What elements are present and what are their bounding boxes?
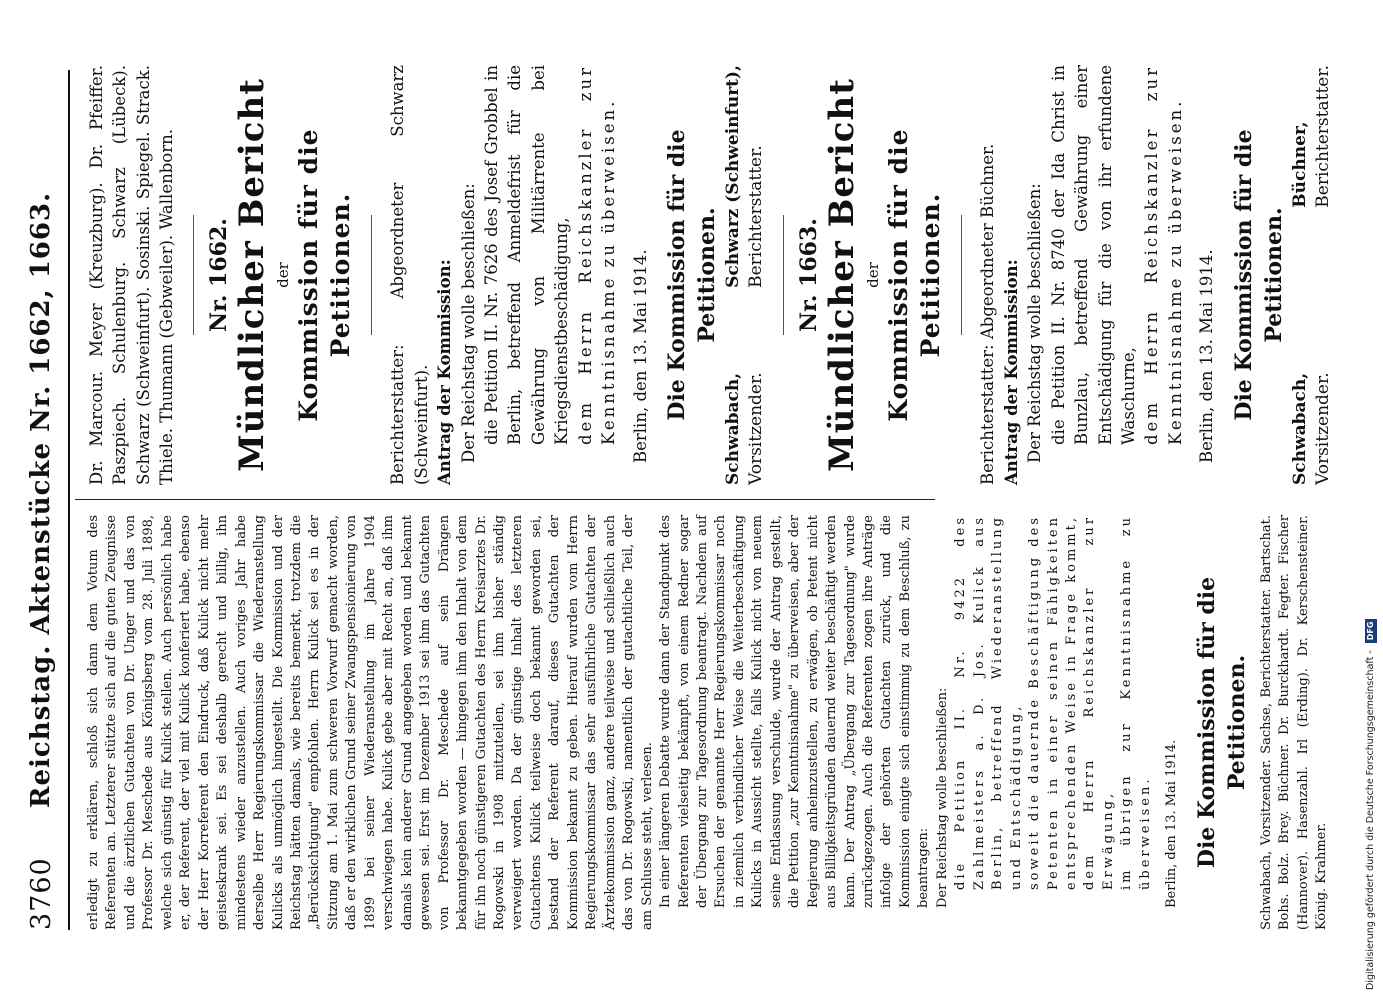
doc1-subheading: Kommission für die Petitionen. xyxy=(294,128,356,422)
doc1-reporter: Berichterstatter: Abgeordneter Schwarz (Schweinfurt). xyxy=(388,65,431,485)
left-paragraph-2: In einer längeren Debatte wurde dann der Standpunkt des Referenten vielseitig bekämpft, von einem Redner sogar der Übergang zur Tagesordnung beantragt. Nachdem auf Ersuchen der genannte Herr Regierungskommissar noch in ziemlich verbindlicher Weise die Weiterbeschäftigung Kulicks in Aussicht stellte, falls Kulick nicht von neuem seine Entlassung verschulde, wurde der Antrag gestellt, die Petition „zur Kenntnisnahme" zu überweisen, aber der Regierung anheimzustellen, zu erwägen, ob Petent nicht aus Billigkeitsgründen dauernd weiter beschäftigt werden kann. Der Antrag „Übergang zur Tagesordnung" wurde zurückgezogen. Auch die Referenten zogen ihre Anträge infolge der gehörten Gutachten zurück, und die Kommission einigte sich einstimmig zu dem Beschluß, zu beantragen: xyxy=(658,515,932,908)
doc2-sig-right-role: Berichterstatter. xyxy=(1313,65,1334,208)
separator-rule-2 xyxy=(783,215,784,335)
doc2-date: Berlin, den 13. Mai 1914. xyxy=(1197,249,1217,463)
doc1-commission: Die Kommission für die Petitionen. xyxy=(664,129,720,421)
doc2-der: der xyxy=(864,262,883,288)
doc1-text: die Petition II. Nr. 7626 des Josef Grobbel in Berlin, betreffend Anmeldefrist für die Gewährung von Militärrente bei Kriegsdienstbeschädigung, xyxy=(481,65,572,445)
doc2-subheading: Kommission für die Petitionen. xyxy=(884,128,946,422)
digitization-credit xyxy=(1357,10,1381,990)
doc1-date: Berlin, den 13. Mai 1914. xyxy=(630,249,650,463)
header-rule xyxy=(68,70,70,930)
doc2-sig-right: Büchner, xyxy=(1289,121,1310,208)
column-divider xyxy=(75,499,935,500)
doc2-heading: Mündlicher Bericht xyxy=(822,78,863,472)
left-commission-title: Die Kommission für die Petitionen. xyxy=(1193,576,1250,869)
left-paragraph-3: Der Reichstag wolle beschließen: xyxy=(934,687,950,908)
dfg-logo: DFG xyxy=(1365,619,1377,644)
doc1-antrag: Antrag der Kommission: xyxy=(435,259,455,485)
doc1-heading: Mündlicher Bericht xyxy=(232,78,273,472)
doc1-sig-right-role: Berichterstatter. xyxy=(746,145,767,288)
doc2-text: die Petition II. Nr. 8740 der Ida Christ in Bunzlau, betreffend Gewährung einer Entschädigung für die von ihr erfundene Waschurne, xyxy=(1048,65,1138,445)
credit-text: Digitalisierung gefördert durch die Deutsche Forschungsgemeinschaft - xyxy=(1365,650,1376,990)
doc2-sig-left-role: Vorsitzender. xyxy=(1313,372,1334,485)
doc2-beschluss: Der Reichstag wolle beschließen: xyxy=(1025,183,1045,463)
doc1-rule xyxy=(371,215,372,335)
left-paragraph-6: im übrigen zur Kenntnisnahme zu überweisen. xyxy=(1119,515,1153,890)
page-number: 3760 xyxy=(26,857,57,930)
doc2-reporter: Berichterstatter: Abgeordneter Büchner. xyxy=(978,143,998,485)
doc2-signatures xyxy=(1289,65,1336,485)
doc1-beschluss: Der Reichstag wolle beschließen: xyxy=(458,183,478,463)
doc1-sig-right: Schwarz (Schweinfurt), xyxy=(723,65,743,288)
doc1-number: Nr. 1662. xyxy=(205,218,232,332)
separator-rule xyxy=(193,215,194,335)
doc1-sig-left-role: Vorsitzender. xyxy=(746,372,767,485)
doc1-signatures xyxy=(722,65,769,485)
doc2-commission: Die Kommission für die Petitionen. xyxy=(1230,129,1287,421)
page-title: Reichstag. Aktenstücke Nr. 1662, 1663. xyxy=(26,191,56,809)
right-members-cont: Dr. Marcour. Meyer (Kreuzburg). Dr. Pfeiffer. Paszpiech. Schulenburg. Schwarz (Lübeck). Schwarz (Schweinfurt). Sosinski. Spiegel. Strack. Thiele. Thumann (Gebweiler). Wallenborn. xyxy=(87,65,177,485)
left-paragraph-5: soweit die dauernde Beschäftigung des Petenten in einer seinen Fähigkeiten entsprechenden Weise in Frage kommt, dem Herrn Reichskanzler zur Erwägung, xyxy=(1027,515,1116,890)
doc2-text2: dem Herrn Reichskanzler zur Kenntnisnahme zu überweisen. xyxy=(1142,65,1185,445)
left-column xyxy=(85,515,1332,930)
left-paragraph-4: die Petition II. Nr. 9422 des Zahlmeisters a. D. Jos. Kulick aus Berlin, betreffend Wiederanstellung und Entschädigung, xyxy=(953,515,1024,890)
doc1-der: der xyxy=(274,262,293,288)
page-header xyxy=(18,70,68,930)
left-members: Schwabach, Vorsitzender. Sachse, Berichterstatter. Bartschat. Bohs. Bolz. Brey. Büchner. Dr. Burckhardt. Fegter. Fischer (Hannover). Hasenzahl. Irl (Erding). Dr. Kerschensteiner. König. Krahmer. xyxy=(1258,515,1330,930)
right-column xyxy=(85,65,1336,485)
left-paragraph-1: erledigt zu erklären, schloß sich dann dem Votum des Referenten an. Letzterer stützte sich auf die guten Zeugnisse und die ärztlichen Gutachten von Dr. Unger und das von Professor Dr. Meschede aus Königsberg vom 28. Juli 1898, welche sich günstig für Kulick stellen. Auch persönlich habe er, der Referent, der viel mit Kulick konferiert habe, ebenso der Herr Korreferent den Eindruck, daß Kulick nicht mehr geisteskrank sei. Es sei deshalb gerecht und billig, ihn mindestens wieder anzustellen. Auch voriges Jahr habe derselbe Herr Regierungskommissar die Wiederanstellung Kulicks als unmöglich hingestellt. Die Kommission und der Reichstag hätten damals, wie bereits bemerkt, trotzdem die „Berücksichtigung" empfohlen. Herrn Kulick sei es in der Sitzung am 1. Mai zum schweren Vorwurf gemacht worden, daß er den wirklichen Grund seiner Zwangspensionierung von 1899 bei seiner Wiederanstellung im Jahre 1904 verschwiegen habe. Kulick gebe aber mit Recht an, daß ihm damals kein anderer Grund angegeben worden und bekannt gewesen sei. Erst im Dezember 1913 sei ihm das Gutachten von Professor Dr. Meschede auf sein Drängen bekanntgegeben worden — hingegen ihm den Inhalt von dem für ihn noch günstigeren Gutachten des Herrn Kreisarztes Dr. Rogowski in 1908 mitzuteilen, sei ihm bisher ständig verweigert worden. Da der günstige Inhalt des letzteren Gutachtens Kulick teilweise doch bekannt geworden sei, bestand der Referent darauf, dieses Gutachten der Kommission bekannt zu geben. Hierauf wurden vom Herrn Regierungskommissar das sehr ausführliche Gutachten der Ärztekommission ganz, andere teilweise und schließlich auch das von Dr. Rogowski, namentlich der gutachtliche Teil, der am Schlusse steht, verlesen. xyxy=(86,515,655,930)
left-date: Berlin, den 13. Mai 1914. xyxy=(1164,739,1180,908)
doc2-rule xyxy=(961,215,962,335)
doc1-sig-left: Schwabach, xyxy=(723,372,743,485)
doc1-text2: dem Herrn Reichskanzler zur Kenntnisnahme zu überweisen. xyxy=(575,65,619,445)
doc2-antrag: Antrag der Kommission: xyxy=(1001,259,1021,485)
doc2-sig-left: Schwabach, xyxy=(1289,372,1310,485)
doc2-number: Nr. 1663. xyxy=(795,218,822,332)
